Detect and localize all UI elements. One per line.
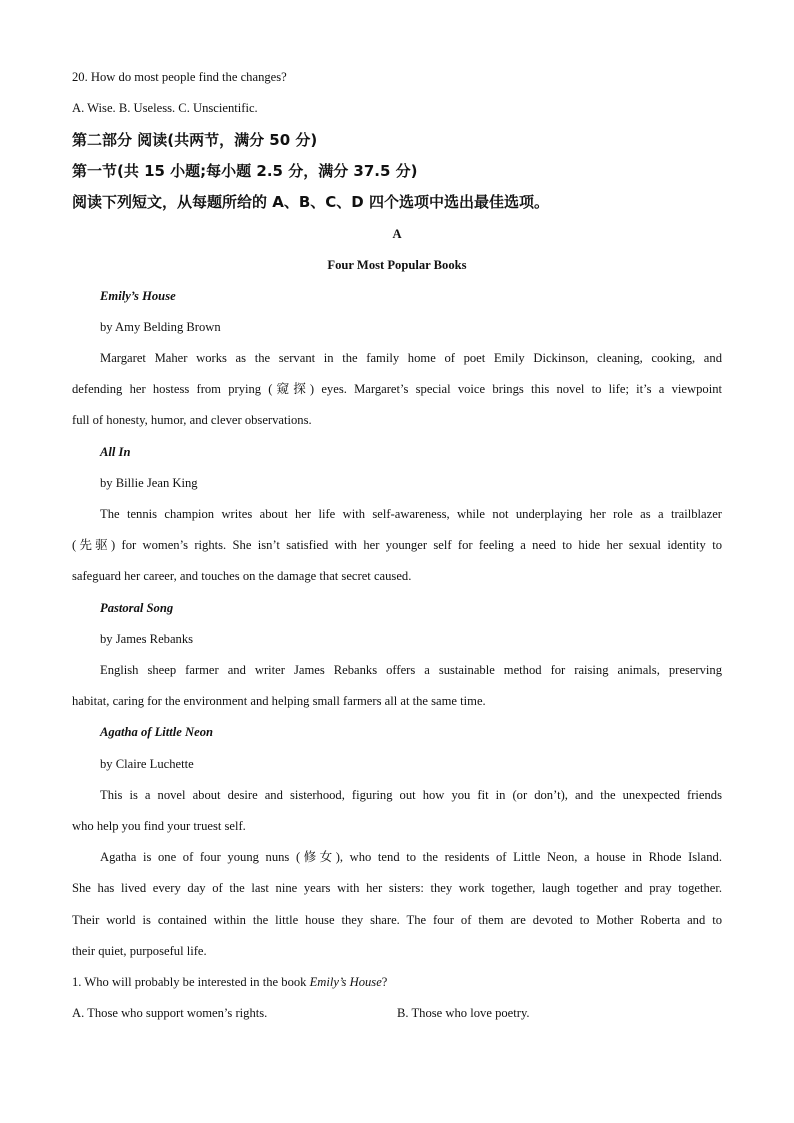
book-description-line: habitat, caring for the environment and helping small farmers all at the same time. — [72, 694, 486, 708]
book-description-line: their quiet, purposeful life. — [72, 944, 207, 958]
book-description-line: (先驱) for women’s rights. She isn’t satisfied with her younger self for feeling a need to hide her sexual identity to — [72, 538, 722, 552]
book-description-line: defending her hostess from prying (窥探) eyes. Margaret’s special voice brings this novel to life; it’s a viewpoint — [72, 382, 722, 396]
book-description-line: This is a novel about desire and sisterhood, figuring out how you fit in (or don’t), and the unexpected friends — [100, 788, 722, 802]
book-title: Agatha of Little Neon — [100, 725, 213, 739]
book-description-line: The tennis champion writes about her life with self-awareness, while not underplaying her role as a trailblazer — [100, 507, 722, 521]
question-book-title: Emily’s House — [309, 975, 382, 989]
book-title: Emily’s House — [100, 289, 176, 303]
part-title: 第二部分 阅读(共两节，满分 50 分) — [72, 131, 318, 149]
book-author: by Claire Luchette — [100, 757, 194, 771]
book-title: Pastoral Song — [100, 601, 174, 615]
question-options: A. Wise. B. Useless. C. Unscientific. — [72, 101, 258, 115]
option-b[interactable]: B. Those who love poetry. — [397, 1006, 530, 1020]
book-description-line: safeguard her career, and touches on the damage that secret caused. — [72, 569, 412, 583]
book-title: All In — [100, 445, 131, 459]
option-a[interactable]: A. Those who support women’s rights. — [72, 1006, 268, 1020]
book-description-line: Margaret Maher works as the servant in the family home of poet Emily Dickinson, cleaning, cooking, and — [100, 351, 722, 365]
book-author: by James Rebanks — [100, 632, 194, 646]
question-suffix: ? — [381, 975, 388, 989]
question-text: 20. How do most people find the changes? — [72, 70, 287, 84]
book-description-line: full of honesty, humor, and clever observations. — [72, 413, 312, 427]
question-text — [72, 974, 722, 990]
book-description-line: Their world is contained within the little house they share. The four of them are devoted to Mother Roberta and to — [72, 913, 722, 927]
book-author: by Amy Belding Brown — [100, 320, 221, 334]
book-description-line: She has lived every day of the last nine years with her sisters: they work together, laugh together and pray together. — [72, 881, 722, 895]
book-description-line: Agatha is one of four young nuns (修女), who tend to the residents of Little Neon, a house in Rhode Island. — [100, 850, 722, 864]
passage-title: Four Most Popular Books — [327, 258, 467, 272]
book-description-line: who help you find your truest self. — [72, 819, 246, 833]
question-prefix: 1. Who will probably be interested in the book — [72, 975, 310, 989]
instruction: 阅读下列短文，从每题所给的 A、B、C、D 四个选项中选出最佳选项。 — [72, 193, 549, 211]
sub-title: 第一节(共 15 小题;每小题 2.5 分，满分 37.5 分) — [72, 162, 418, 180]
book-author: by Billie Jean King — [100, 476, 198, 490]
passage-label: A — [392, 227, 402, 241]
book-description-line: English sheep farmer and writer James Rebanks offers a sustainable method for raising animals, preserving — [100, 663, 722, 677]
